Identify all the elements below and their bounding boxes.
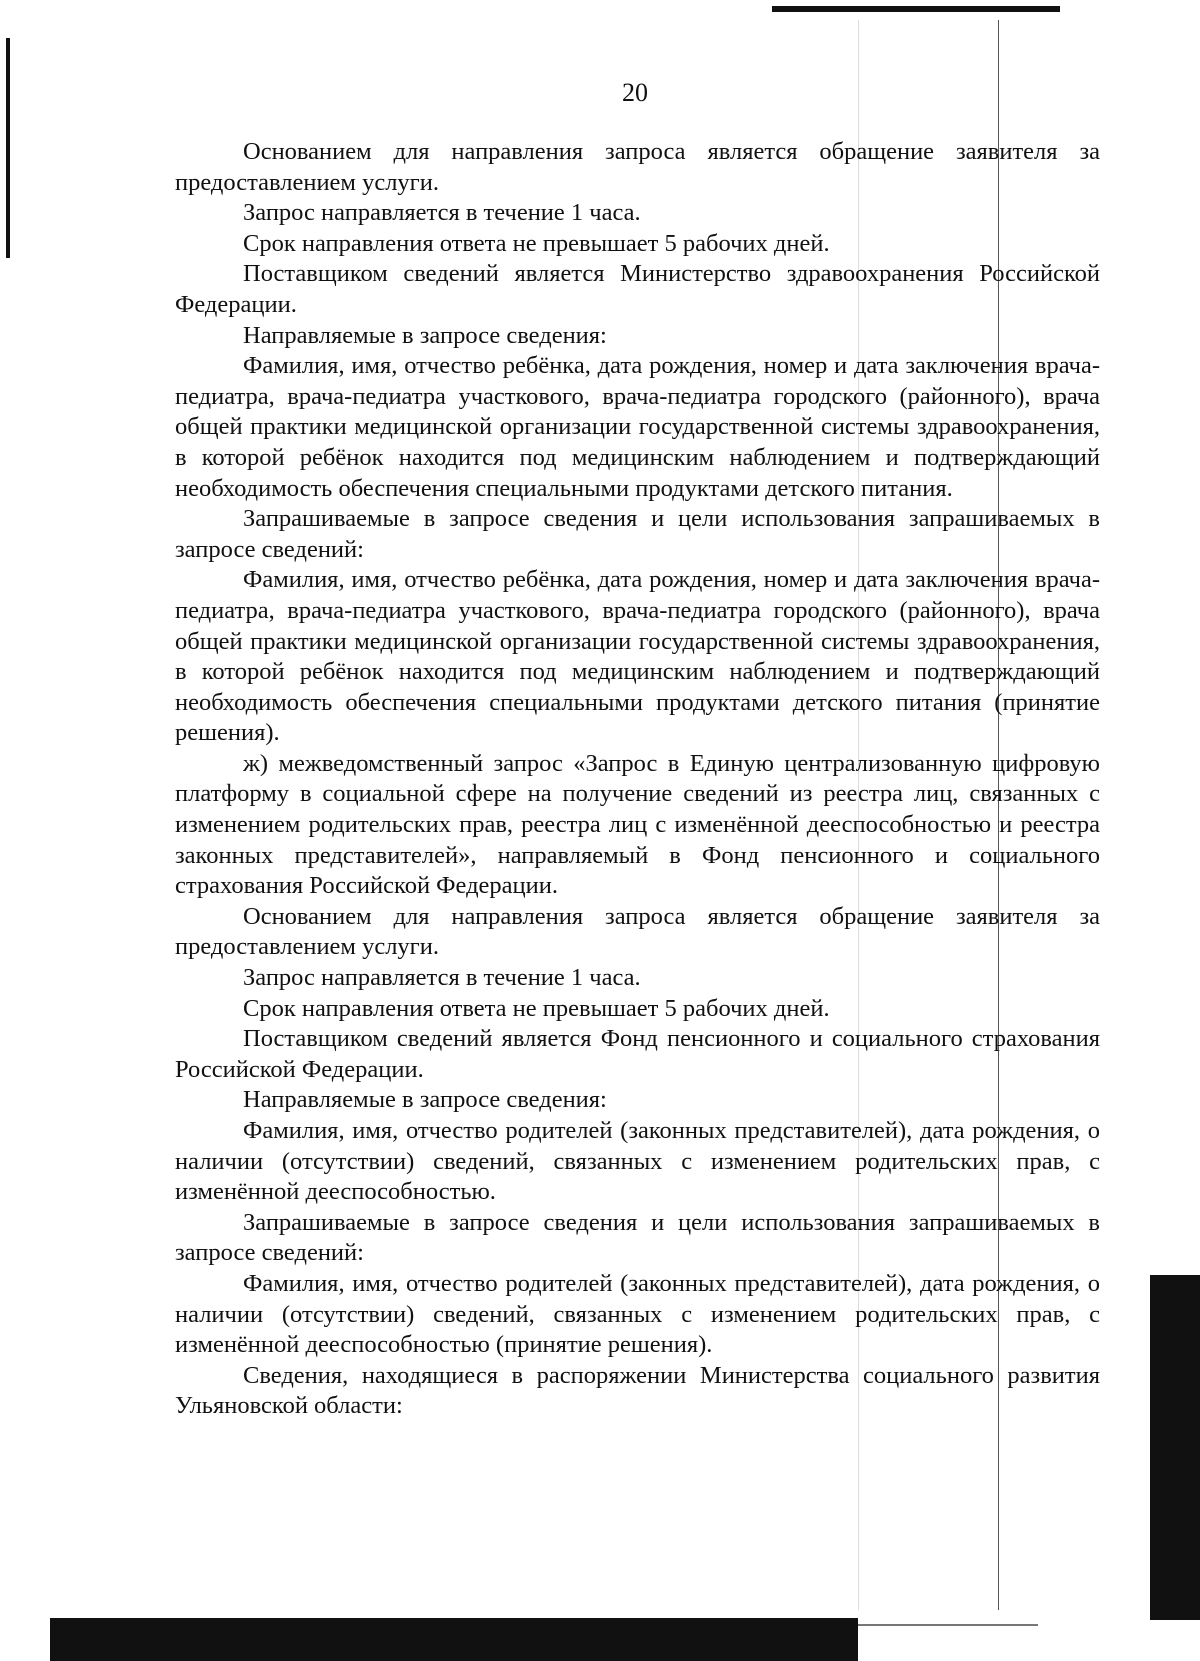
paragraph: Поставщиком сведений является Министерство здравоохранения Российской Федерации. xyxy=(175,260,1100,318)
paragraph: Срок направления ответа не превышает 5 рабочих дней. xyxy=(243,229,830,257)
paragraph: Запрашиваемые в запросе сведения и цели использования запрашиваемых в запросе сведений: xyxy=(175,505,1100,563)
document-body xyxy=(175,137,1100,1422)
paragraph: Запрос направляется в течение 1 часа. xyxy=(243,964,641,992)
scan-edge-left xyxy=(6,38,10,258)
paragraph: Направляемые в запросе сведения: xyxy=(243,321,607,349)
paragraph: Фамилия, имя, отчество ребёнка, дата рождения, номер и дата заключения врача-педиатра, врача-педиатра участкового, врача-педиатра городского (районного), врача общей практики медицинской организации государственной системы здравоохранения, в которой ребёнок находится под медицинским наблюдением и подтверждающий необходимость обеспечения специальными продуктами детского питания (принятие решения). xyxy=(175,566,1100,747)
paragraph: ж) межведомственный запрос «Запрос в Единую централизованную цифровую платформу в социальной сфере на получение сведений из реестра лиц, связанных с изменением родительских прав, реестра лиц с изменённой дееспособностью и реестра законных представителей», направляемый в Фонд пенсионного и социального страхования Российской Федерации. xyxy=(175,749,1100,900)
paragraph: Срок направления ответа не превышает 5 рабочих дней. xyxy=(243,994,830,1022)
page-number: 20 xyxy=(622,78,648,107)
scan-edge-bottom xyxy=(50,1618,858,1661)
paragraph: Запрашиваемые в запросе сведения и цели использования запрашиваемых в запросе сведений: xyxy=(175,1208,1100,1267)
paragraph: Сведения, находящиеся в распоряжении Министерства социального развития Ульяновской области: xyxy=(175,1361,1100,1420)
paragraph: Фамилия, имя, отчество родителей (законных представителей), дата рождения, о наличии (отсутствии) сведений, связанных с изменением родительских прав, с изменённой дееспособностью. xyxy=(175,1117,1100,1206)
scan-edge-top xyxy=(772,6,1060,12)
scan-edge-right xyxy=(1150,1275,1200,1620)
paragraph: Запрос направляется в течение 1 часа. xyxy=(243,199,641,227)
paragraph: Фамилия, имя, отчество родителей (законных представителей), дата рождения, о наличии (отсутствии) сведений, связанных с изменением родительских прав, с изменённой дееспособностью (принятие решения). xyxy=(175,1269,1100,1359)
paragraph: Основанием для направления запроса является обращение заявителя за предоставлением услуги. xyxy=(175,138,1100,196)
paragraph: Поставщиком сведений является Фонд пенсионного и социального страхования Российской Федерации. xyxy=(175,1025,1100,1083)
scan-artifact-line xyxy=(858,1624,1038,1626)
paragraph: Основанием для направления запроса является обращение заявителя за предоставлением услуги. xyxy=(175,902,1100,961)
paragraph: Направляемые в запросе сведения: xyxy=(243,1086,607,1114)
paragraph: Фамилия, имя, отчество ребёнка, дата рождения, номер и дата заключения врача-педиатра, врача-педиатра участкового, врача-педиатра городского (районного), врача общей практики медицинской организации государственной системы здравоохранения, в которой ребёнок находится под медицинским наблюдением и подтверждающий необходимость обеспечения специальными продуктами детского питания. xyxy=(175,352,1100,502)
